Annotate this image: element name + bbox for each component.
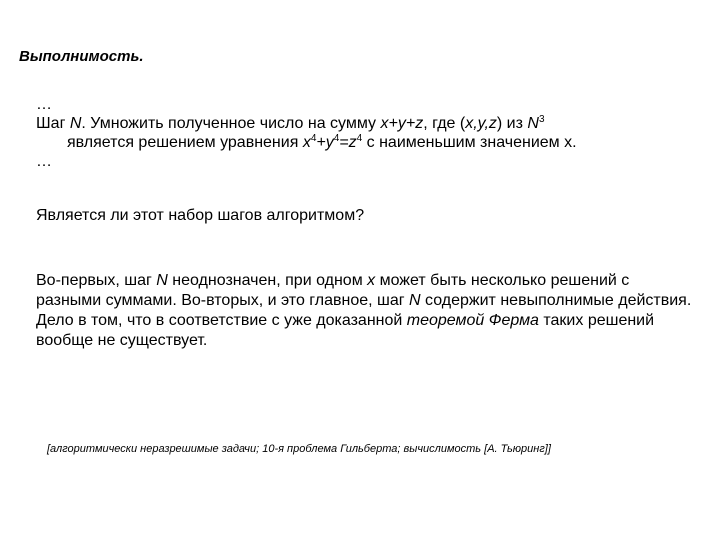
algorithm-step-block (36, 95, 696, 171)
answer-step-n-1: N (156, 272, 168, 289)
cont-text-2: с наименьшим значением x. (362, 134, 577, 151)
slide-title: Выполнимость. (19, 48, 144, 65)
eq-y-power: 4 (333, 133, 340, 144)
footnote-references: [алгоритмически неразрешимые задачи; 10-я проблема Гильберта; вычислимость [А. Тьюринг]] (47, 443, 551, 455)
eq-x-power: 4 (310, 133, 317, 144)
set-name: N (527, 115, 539, 132)
eq-equals: = (339, 134, 349, 151)
step-continuation (36, 133, 696, 152)
question: Является ли этот набор шагов алгоритмом? (36, 207, 365, 224)
step-text-2: , где ( (423, 115, 466, 132)
answer-x: x (367, 272, 376, 289)
step-line (36, 114, 696, 133)
answer-step-n-2: N (409, 292, 421, 309)
eq-x: x (302, 134, 311, 151)
step-text-1: . Умножить полученное число на сумму (81, 115, 381, 132)
answer-part-2: неоднозначен, при одном (167, 272, 368, 289)
answer-part-3: может быть несколько решений с разными суммами. Во-вторых, и это главное, шаг (36, 272, 630, 309)
eq-z-power: 4 (356, 133, 363, 144)
eq-plus: + (316, 134, 326, 151)
eq-z: z (348, 134, 357, 151)
step-text-3: ) из (496, 115, 528, 132)
step-prefix: Шаг (36, 115, 70, 132)
ellipsis-bottom: … (36, 153, 52, 170)
answer-paragraph (36, 271, 696, 351)
set-power: 3 (538, 114, 545, 125)
sum-expression: x+y+z (380, 115, 424, 132)
tuple-expression: x,y,z (465, 115, 497, 132)
eq-y: y (325, 134, 334, 151)
answer-part-5: таких решений вообще не существует. (36, 312, 655, 349)
ellipsis-top: … (36, 96, 52, 113)
answer-part-1: Во-первых, шаг (36, 272, 157, 289)
fermat-theorem-link: теоремой Ферма (406, 312, 539, 329)
answer-part-4: содержит невыполнимые действия. Дело в том, что в соответствие с уже доказанной (36, 292, 692, 329)
step-name: N (69, 115, 82, 132)
cont-text-1: является решением уравнения (67, 134, 303, 151)
